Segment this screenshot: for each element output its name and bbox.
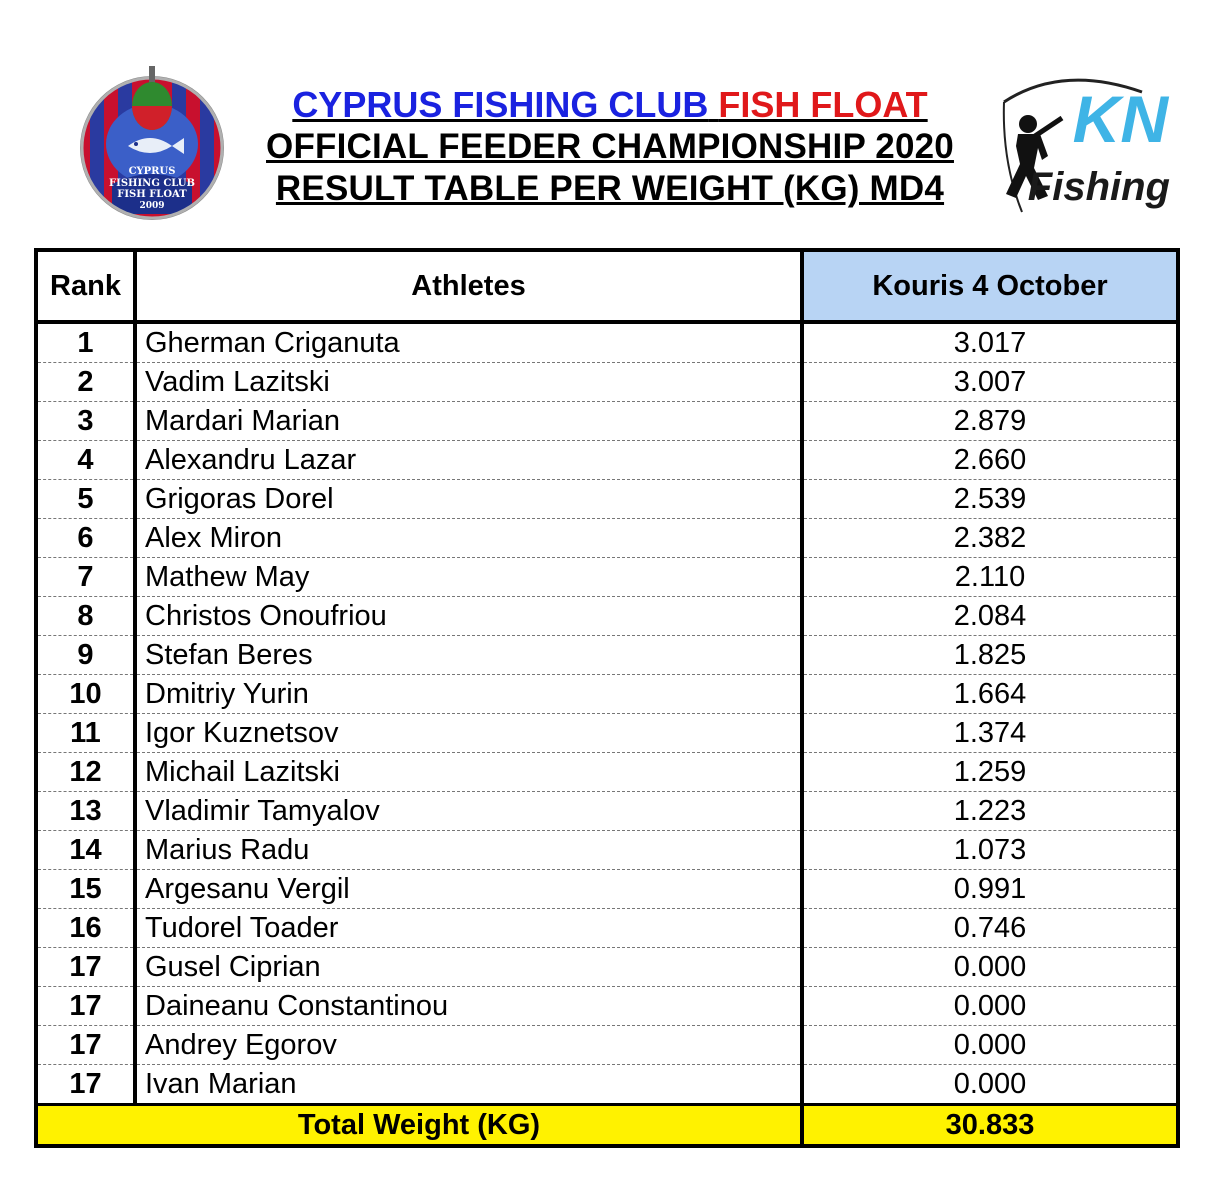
table-row	[36, 597, 1178, 636]
rank-cell: 10	[36, 675, 135, 714]
column-header-athletes: Athletes	[135, 250, 802, 322]
rank-cell: 16	[36, 909, 135, 948]
rank-cell: 17	[36, 948, 135, 987]
total-label: Total Weight (KG)	[36, 1105, 802, 1147]
column-header-event: Kouris 4 October	[802, 250, 1178, 322]
total-row	[36, 1105, 1178, 1147]
championship-title: OFFICIAL FEEDER CHAMPIONSHIP 2020	[266, 127, 954, 166]
weight-cell: 3.017	[802, 322, 1178, 363]
club-logo-text-4: 2009	[139, 201, 165, 211]
table-row	[36, 792, 1178, 831]
weight-cell: 1.374	[802, 714, 1178, 753]
rank-cell: 17	[36, 987, 135, 1026]
weight-cell: 1.223	[802, 792, 1178, 831]
rank-cell: 1	[36, 322, 135, 363]
table-row	[36, 519, 1178, 558]
weight-cell: 2.660	[802, 441, 1178, 480]
weight-cell: 3.007	[802, 363, 1178, 402]
athlete-cell: Ivan Marian	[135, 1065, 802, 1105]
weight-cell: 2.879	[802, 402, 1178, 441]
club-logo-text-2: FISHING CLUB	[109, 178, 195, 189]
table-row	[36, 987, 1178, 1026]
table-row	[36, 558, 1178, 597]
weight-cell: 2.110	[802, 558, 1178, 597]
athlete-cell: Mathew May	[135, 558, 802, 597]
athlete-cell: Gusel Ciprian	[135, 948, 802, 987]
table-row	[36, 1026, 1178, 1065]
column-header-rank: Rank	[36, 250, 135, 322]
rank-cell: 13	[36, 792, 135, 831]
weight-cell: 0.000	[802, 948, 1178, 987]
table-row	[36, 870, 1178, 909]
sponsor-logo-kn: KN	[1072, 82, 1168, 156]
rank-cell: 17	[36, 1065, 135, 1105]
rank-cell: 15	[36, 870, 135, 909]
weight-cell: 0.991	[802, 870, 1178, 909]
athlete-cell: Michail Lazitski	[135, 753, 802, 792]
athlete-cell: Igor Kuznetsov	[135, 714, 802, 753]
rank-cell: 17	[36, 1026, 135, 1065]
total-value: 30.833	[802, 1105, 1178, 1147]
club-title	[230, 84, 990, 126]
table-row	[36, 1065, 1178, 1105]
athlete-cell: Vladimir Tamyalov	[135, 792, 802, 831]
table-row	[36, 636, 1178, 675]
rank-cell: 6	[36, 519, 135, 558]
club-suffix: FISH FLOAT	[718, 84, 928, 125]
table-row	[36, 948, 1178, 987]
rank-cell: 7	[36, 558, 135, 597]
weight-cell: 2.382	[802, 519, 1178, 558]
page-title-block	[230, 84, 990, 210]
athlete-cell: Dmitriy Yurin	[135, 675, 802, 714]
weight-cell: 2.084	[802, 597, 1178, 636]
weight-cell: 1.073	[802, 831, 1178, 870]
weight-cell: 1.825	[802, 636, 1178, 675]
club-logo	[72, 64, 232, 224]
table-row	[36, 675, 1178, 714]
weight-cell: 1.259	[802, 753, 1178, 792]
athlete-cell: Marius Radu	[135, 831, 802, 870]
table-header-row	[36, 250, 1178, 322]
table-row	[36, 363, 1178, 402]
result-subtitle: RESULT TABLE PER WEIGHT (KG) MD4	[275, 169, 945, 208]
athlete-cell: Tudorel Toader	[135, 909, 802, 948]
athlete-cell: Daineanu Constantinou	[135, 987, 802, 1026]
sponsor-logo-fishing: Fishing	[1027, 165, 1170, 209]
athlete-cell: Andrey Egorov	[135, 1026, 802, 1065]
rank-cell: 2	[36, 363, 135, 402]
table-row	[36, 909, 1178, 948]
athlete-cell: Gherman Criganuta	[135, 322, 802, 363]
rank-cell: 9	[36, 636, 135, 675]
athlete-cell: Vadim Lazitski	[135, 363, 802, 402]
table-row	[36, 402, 1178, 441]
club-name: CYPRUS FISHING CLUB	[292, 84, 709, 125]
club-logo-text-1: CYPRUS	[128, 166, 176, 177]
sponsor-logo	[992, 72, 1182, 217]
athlete-cell: Mardari Marian	[135, 402, 802, 441]
rank-cell: 3	[36, 402, 135, 441]
club-logo-text-3: FISH FLOAT	[117, 189, 187, 200]
athlete-cell: Stefan Beres	[135, 636, 802, 675]
athlete-cell: Grigoras Dorel	[135, 480, 802, 519]
weight-cell: 0.746	[802, 909, 1178, 948]
athlete-cell: Argesanu Vergil	[135, 870, 802, 909]
weight-cell: 2.539	[802, 480, 1178, 519]
weight-cell: 0.000	[802, 1026, 1178, 1065]
rank-cell: 14	[36, 831, 135, 870]
rank-cell: 12	[36, 753, 135, 792]
rank-cell: 11	[36, 714, 135, 753]
table-row	[36, 322, 1178, 363]
results-table	[34, 248, 1180, 1148]
athlete-cell: Alex Miron	[135, 519, 802, 558]
table-row	[36, 714, 1178, 753]
rank-cell: 4	[36, 441, 135, 480]
weight-cell: 1.664	[802, 675, 1178, 714]
weight-cell: 0.000	[802, 987, 1178, 1026]
table-row	[36, 753, 1178, 792]
rank-cell: 8	[36, 597, 135, 636]
table-row	[36, 480, 1178, 519]
rank-cell: 5	[36, 480, 135, 519]
athlete-cell: Alexandru Lazar	[135, 441, 802, 480]
athlete-cell: Christos Onoufriou	[135, 597, 802, 636]
weight-cell: 0.000	[802, 1065, 1178, 1105]
table-row	[36, 831, 1178, 870]
table-row	[36, 441, 1178, 480]
